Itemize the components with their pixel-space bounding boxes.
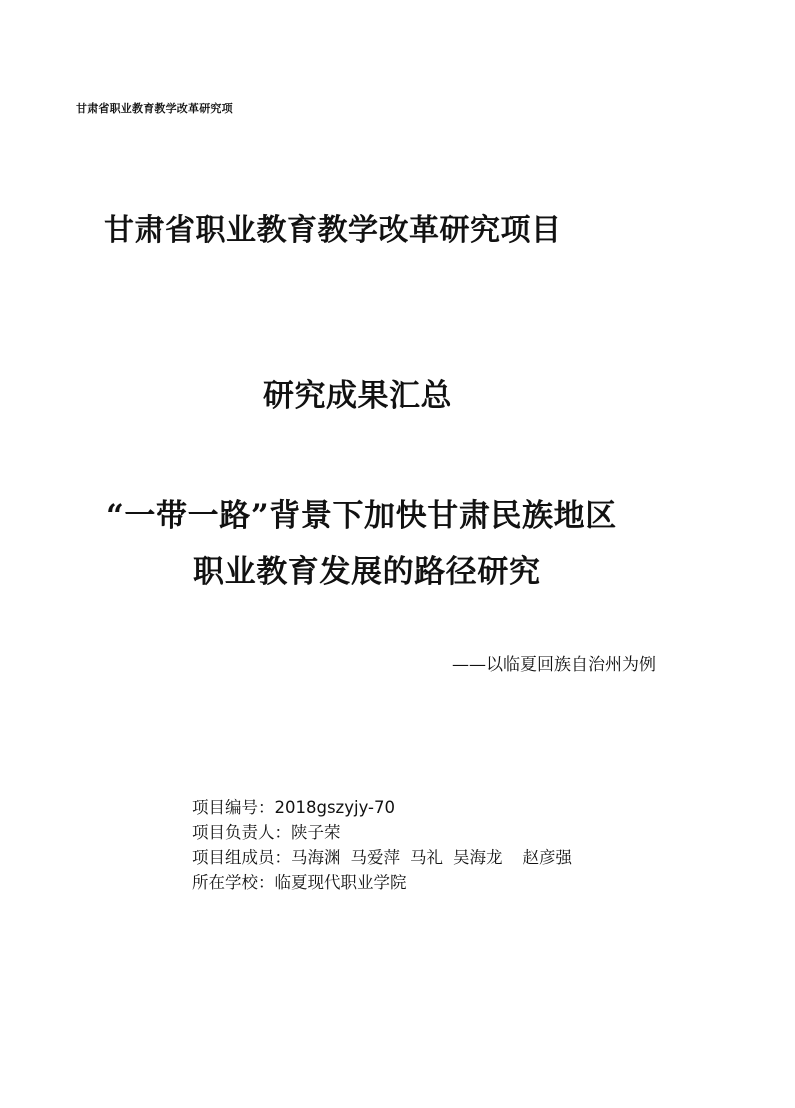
topic-title-line-2: 职业教育发展的路径研究 [193,554,541,590]
members-label: 项目组成员： [192,848,291,867]
subtitle: 研究成果汇总 [263,378,452,414]
topic-title-line-1: “一带一路”背景下加快甘肃民族地区 [106,498,617,534]
member-name: 赵彦强 [522,848,572,867]
member-name: 马爱萍 [350,848,400,867]
main-title: 甘肃省职业教育教学改革研究项目 [104,213,562,248]
members-row [192,845,582,870]
member-name: 吴海龙 [453,848,503,867]
school-value: 临夏现代职业学院 [274,873,407,892]
leader-label: 项目负责人： [192,823,291,842]
member-name: 马礼 [410,848,443,867]
school-label: 所在学校： [192,873,275,892]
project-number-label: 项目编号： [192,798,275,817]
school-row [192,870,582,895]
project-info [192,795,582,895]
leader-row [192,820,582,845]
topic-subtitle: ——以临夏回族自治州为例 [452,655,656,675]
project-number-row [192,795,582,820]
running-header: 甘肃省职业教育教学改革研究项 [76,102,233,115]
leader-value: 陕子荣 [291,823,341,842]
project-number-value: 2018gszyjy-70 [274,798,395,817]
member-name: 马海渊 [291,848,341,867]
